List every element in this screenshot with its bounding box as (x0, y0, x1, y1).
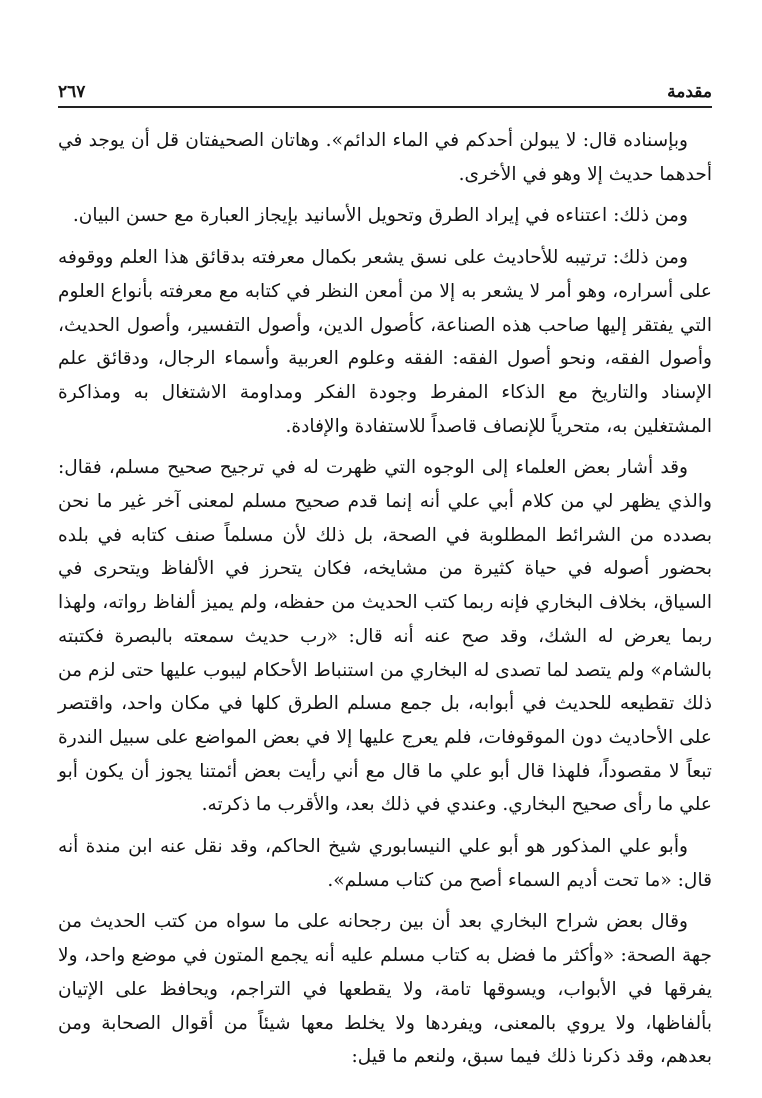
running-header (58, 74, 712, 102)
body-text (58, 124, 712, 1082)
paragraph: وأبو علي المذكور هو أبو علي النيسابوري شيخ الحاكم، وقد نقل عنه ابن مندة أنه قال: «ما تحت أديم السماء أصح من كتاب مسلم». (58, 836, 712, 891)
page-number: ٢٦٧ (58, 82, 86, 102)
paragraph: وقال بعض شراح البخاري بعد أن بين رجحانه على ما سواه من كتب الحديث من جهة الصحة: «وأكثر ما فضل به كتاب مسلم عليه أنه يجمع المتون في موضع واحد، ولا يفرقها في الأبواب، ويسوقها تامة، ولا يقطعها في التراجم، ويحافظ على الإتيان بألفاظها، ولا يروي بالمعنى، ويفردها ولا يخلط معها شيئاً من أقوال الصحابة ومن بعدهم، وقد ذكرنا ذلك فيما سبق، ولنعم ما قيل: (58, 911, 712, 1068)
paragraph: ومن ذلك: ترتيبه للأحاديث على نسق يشعر بكمال معرفته بدقائق هذا العلم ووقوفه على أسراره، وهو أمر لا يشعر به إلا من أمعن النظر في كتابه مع معرفته بأنواع العلوم التي يفتقر إليها صاحب هذه الصناعة، كأصول الدين، وأصول التفسير، وأصول الحديث، وأصول الفقه، ونحو أصول الفقه: الفقه وعلوم العربية وأسماء الرجال، ودقائق علم الإسناد والتاريخ مع الذكاء المفرط وجودة الفكر ومداومة الاشتغال به ومذاكرة المشتغلين به، متحرياً للإنصاف قاصداً للاستفادة والإفادة. (58, 247, 712, 437)
header-rule (58, 106, 712, 108)
section-title: مقدمة (667, 82, 712, 102)
paragraph: ومن ذلك: اعتناءه في إيراد الطرق وتحويل الأسانيد بإيجاز العبارة مع حسن البيان. (72, 205, 688, 227)
paragraph: وقد أشار بعض العلماء إلى الوجوه التي ظهرت له في ترجيح صحيح مسلم، فقال: والذي يظهر لي من كلام أبي علي أنه إنما قدم صحيح مسلم لمعنى آخر غير ما نحن بصدده من الشرائط المطلوبة في الصحة، بل ذلك لأن مسلماً صنف كتابه في بلده بحضور أصوله في حياة كثيرة من مشايخه، فكان يتحرز في الألفاظ ويتحرى في السياق، بخلاف البخاري فإنه ربما كتب الحديث من حفظه، ولم يميز ألفاظ رواته، ولهذا ربما يعرض له الشك، وقد صح عنه أنه قال: «رب حديث سمعته بالبصرة فكتبته بالشام» ولم يتصد لما تصدى له البخاري من استنباط الأحكام ليبوب عليها حتى لزم من ذلك تقطيعه للحديث في أبوابه، بل جمع مسلم الطرق كلها في مكان واحد، واقتصر على الأحاديث دون الموقوفات، فلم يعرج عليها إلا في بعض المواضع على سبيل الندرة تبعاً لا مقصوداً، فلهذا قال أبو علي ما قال مع أني رأيت بعض أئمتنا يجوز أن يكون أبو علي ما رأى صحيح البخاري. وعندي في ذلك بعد، والأقرب ما ذكرته. (58, 457, 712, 816)
paragraph: وبإسناده قال: لا يبولن أحدكم في الماء الدائم». وهاتان الصحيفتان قل أن يوجد في أحدهما حديث إلا وهو في الأخرى. (58, 130, 712, 185)
